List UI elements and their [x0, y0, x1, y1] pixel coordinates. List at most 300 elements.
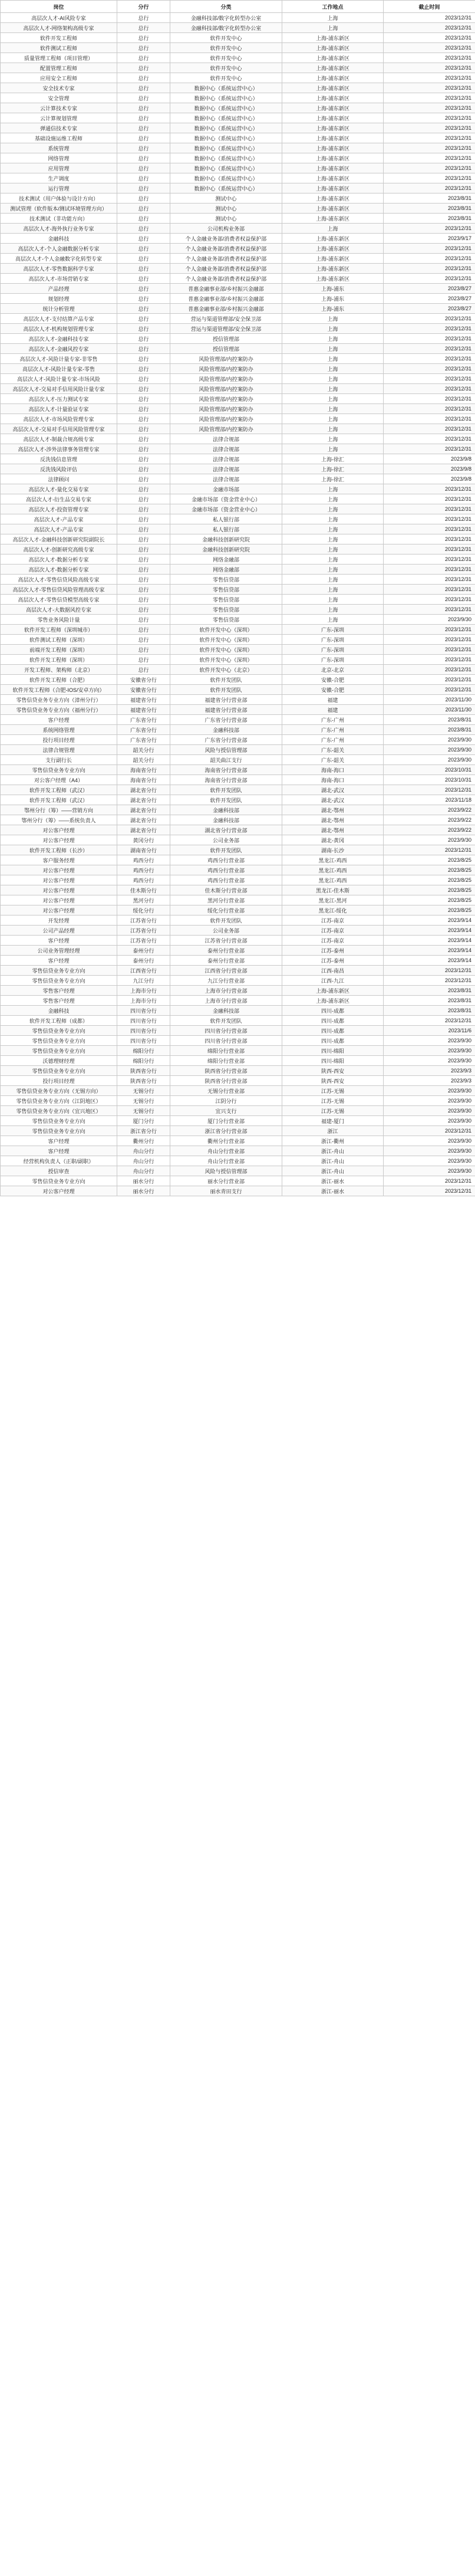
cell-position: 软件开发工程师（武汉）: [1, 785, 117, 795]
table-row: [1, 875, 475, 885]
cell-category: 宜兴支行: [170, 1106, 282, 1116]
cell-branch: 江苏省分行: [117, 936, 170, 946]
cell-location: 上海: [282, 554, 384, 565]
cell-branch: 总行: [117, 113, 170, 123]
cell-branch: 总行: [117, 244, 170, 254]
table-row: [1, 946, 475, 956]
cell-category: 零售信贷部: [170, 575, 282, 585]
cell-position: 零售信贷业务专业方向: [1, 966, 117, 976]
cell-branch: 总行: [117, 224, 170, 234]
cell-position: 高层次人才-数据分析专家: [1, 554, 117, 565]
table-row: [1, 504, 475, 514]
cell-location: 浙江-舟山: [282, 1166, 384, 1176]
table-row: [1, 1066, 475, 1076]
cell-category: 金融科技部: [170, 1006, 282, 1016]
cell-position: 零售信贷业务专业方向: [1, 1126, 117, 1136]
cell-branch: 丽水分行: [117, 1176, 170, 1186]
cell-deadline: 2023/8/25: [384, 885, 475, 895]
cell-branch: 无锡分行: [117, 1106, 170, 1116]
cell-position: 零售业务风险计量: [1, 615, 117, 625]
table-row: [1, 93, 475, 103]
cell-branch: 总行: [117, 354, 170, 364]
cell-location: 上海: [282, 374, 384, 384]
cell-position: 投行项目经理: [1, 735, 117, 745]
table-row: [1, 344, 475, 354]
column-header-position: 岗位: [1, 1, 117, 13]
cell-category: 江阴分行: [170, 1096, 282, 1106]
cell-position: 对公客户经理: [1, 905, 117, 915]
cell-deadline: 2023/12/31: [384, 625, 475, 635]
cell-position: 高层次人才-制裁合规高级专家: [1, 434, 117, 444]
cell-branch: 总行: [117, 364, 170, 374]
cell-location: 上海-浦东: [282, 304, 384, 314]
table-row: [1, 554, 475, 565]
cell-branch: 总行: [117, 434, 170, 444]
table-row: [1, 234, 475, 244]
cell-location: 广东-广州: [282, 735, 384, 745]
cell-category: 软件开发中心: [170, 63, 282, 73]
cell-deadline: 2023/12/31: [384, 364, 475, 374]
cell-location: 江苏-南京: [282, 936, 384, 946]
cell-category: 厦门分行营业部: [170, 1116, 282, 1126]
cell-branch: 总行: [117, 234, 170, 244]
cell-position: 金融科技: [1, 1006, 117, 1016]
cell-category: 风险管理部/内控案防办: [170, 414, 282, 424]
cell-branch: 佳木斯分行: [117, 885, 170, 895]
cell-location: 上海: [282, 404, 384, 414]
cell-category: 软件开发中心（北京）: [170, 665, 282, 675]
cell-branch: 总行: [117, 153, 170, 163]
cell-category: 法律合规部: [170, 434, 282, 444]
table-row: [1, 314, 475, 324]
cell-deadline: 2023/12/31: [384, 785, 475, 795]
cell-deadline: 2023/9/14: [384, 946, 475, 956]
cell-deadline: 2023/8/31: [384, 986, 475, 996]
cell-category: 无锡分行营业部: [170, 1086, 282, 1096]
cell-deadline: 2023/9/8: [384, 474, 475, 484]
table-row: [1, 565, 475, 575]
table-row: [1, 785, 475, 795]
cell-deadline: 2023/8/31: [384, 996, 475, 1006]
cell-position: 高层次人才-投资管理专家: [1, 504, 117, 514]
cell-position: 零售信贷业务专业方向: [1, 1176, 117, 1186]
cell-category: 软件开发中心（深圳）: [170, 625, 282, 635]
cell-location: 上海: [282, 364, 384, 374]
cell-category: 软件开发中心: [170, 53, 282, 63]
table-row: [1, 494, 475, 504]
cell-category: 鸡西分行营业部: [170, 865, 282, 875]
cell-location: 海南-海口: [282, 775, 384, 785]
cell-deadline: 2023/12/31: [384, 1176, 475, 1186]
cell-position: 零售信贷业务专业方向（无锡方向）: [1, 1086, 117, 1096]
cell-location: 四川-绵阳: [282, 1046, 384, 1056]
cell-position: 零售客户经理: [1, 986, 117, 996]
cell-deadline: 2023/12/31: [384, 384, 475, 394]
cell-category: 四川省分行营业部: [170, 1026, 282, 1036]
cell-location: 江西-九江: [282, 976, 384, 986]
cell-position: 对公客户经理（A4）: [1, 775, 117, 785]
cell-category: 软件开发中心（深圳）: [170, 635, 282, 645]
cell-deadline: 2023/9/14: [384, 926, 475, 936]
cell-category: 丽水分行营业部: [170, 1176, 282, 1186]
cell-location: 福建: [282, 695, 384, 705]
cell-category: 风险管理部/内控案防办: [170, 394, 282, 404]
cell-deadline: 2023/9/30: [384, 1116, 475, 1126]
cell-location: 上海: [282, 585, 384, 595]
cell-branch: 总行: [117, 163, 170, 173]
cell-location: 江苏-无锡: [282, 1086, 384, 1096]
cell-category: 福建省分行营业部: [170, 695, 282, 705]
cell-location: 四川-绵阳: [282, 1056, 384, 1066]
table-row: [1, 73, 475, 83]
cell-location: 福建: [282, 705, 384, 715]
cell-branch: 浙江省分行: [117, 1126, 170, 1136]
cell-location: 上海-浦东新区: [282, 53, 384, 63]
cell-location: 湖北-黄冈: [282, 835, 384, 845]
table-row: [1, 374, 475, 384]
cell-branch: 广东省分行: [117, 725, 170, 735]
cell-position: 零售信贷业务专业方向: [1, 1066, 117, 1076]
cell-location: 广东-广州: [282, 715, 384, 725]
cell-category: 绵阳分行营业部: [170, 1046, 282, 1056]
cell-location: 黑龙江-鸡西: [282, 875, 384, 885]
cell-location: 陕西-西安: [282, 1076, 384, 1086]
cell-location: 江苏-南京: [282, 915, 384, 926]
table-row: [1, 204, 475, 214]
cell-deadline: 2023/12/31: [384, 565, 475, 575]
cell-location: 上海-浦东新区: [282, 193, 384, 204]
table-row: [1, 1156, 475, 1166]
cell-branch: 总行: [117, 494, 170, 504]
cell-deadline: 2023/9/3: [384, 1066, 475, 1076]
cell-deadline: 2023/9/14: [384, 936, 475, 946]
cell-location: 江苏-无锡: [282, 1096, 384, 1106]
cell-position: 对公客户经理: [1, 875, 117, 885]
cell-position: 对公客户经理: [1, 825, 117, 835]
table-row: [1, 1086, 475, 1096]
cell-branch: 泰州分行: [117, 946, 170, 956]
cell-position: 基础设施运维工程师: [1, 133, 117, 143]
cell-category: 绥化分行营业部: [170, 905, 282, 915]
cell-deadline: 2023/12/31: [384, 324, 475, 334]
table-row: [1, 334, 475, 344]
job-listings-table: [0, 0, 475, 1196]
cell-category: 金融市场部（资金营业中心）: [170, 504, 282, 514]
cell-deadline: 2023/12/31: [384, 33, 475, 43]
cell-position: 零售信贷业务专业方向: [1, 765, 117, 775]
cell-branch: 四川省分行: [117, 1026, 170, 1036]
table-row: [1, 595, 475, 605]
cell-deadline: 2023/11/30: [384, 695, 475, 705]
table-row: [1, 655, 475, 665]
cell-deadline: 2023/9/30: [384, 1036, 475, 1046]
cell-location: 浙江-舟山: [282, 1146, 384, 1156]
cell-branch: 上海市分行: [117, 986, 170, 996]
table-row: [1, 865, 475, 875]
cell-deadline: 2023/12/31: [384, 53, 475, 63]
cell-category: 风险管理部/内控案防办: [170, 354, 282, 364]
cell-category: 营运与渠道管理部/安全保卫部: [170, 324, 282, 334]
cell-deadline: 2023/12/31: [384, 665, 475, 675]
table-row: [1, 394, 475, 404]
table-row: [1, 1036, 475, 1046]
cell-deadline: 2023/12/31: [384, 13, 475, 23]
cell-category: 金融科技部/数字化转型办公室: [170, 13, 282, 23]
cell-location: 黑龙江-黑河: [282, 895, 384, 905]
cell-deadline: 2023/8/31: [384, 725, 475, 735]
cell-branch: 韶关分行: [117, 755, 170, 765]
cell-category: 个人金融业务部/消费者权益保护部: [170, 254, 282, 264]
cell-deadline: 2023/12/31: [384, 534, 475, 544]
cell-branch: 韶关分行: [117, 745, 170, 755]
cell-location: 上海-浦东新区: [282, 73, 384, 83]
cell-location: 上海-浦东新区: [282, 153, 384, 163]
cell-category: 四川省分行营业部: [170, 1036, 282, 1046]
cell-position: 质量管理工程师（项目管理）: [1, 53, 117, 63]
cell-deadline: 2023/12/31: [384, 344, 475, 354]
table-row: [1, 855, 475, 865]
table-row: [1, 976, 475, 986]
cell-position: 测试管理（软件版本/测试环境管理方向）: [1, 204, 117, 214]
cell-deadline: 2023/12/31: [384, 645, 475, 655]
cell-branch: 总行: [117, 103, 170, 113]
cell-position: 高层次人才-市场风险管理专家: [1, 414, 117, 424]
cell-location: 湖北-鄂州: [282, 825, 384, 835]
cell-position: 零售信贷业务专业方向（宜兴地区）: [1, 1106, 117, 1116]
cell-deadline: 2023/8/27: [384, 284, 475, 294]
cell-category: 软件开发中心: [170, 73, 282, 83]
cell-location: 广东-广州: [282, 725, 384, 735]
cell-location: 黑龙江-佳木斯: [282, 885, 384, 895]
cell-category: 泰州分行营业部: [170, 956, 282, 966]
cell-deadline: 2023/12/31: [384, 434, 475, 444]
cell-branch: 总行: [117, 173, 170, 183]
cell-branch: 总行: [117, 394, 170, 404]
cell-position: 系统管理: [1, 143, 117, 153]
cell-deadline: 2023/9/30: [384, 1106, 475, 1116]
cell-deadline: 2023/12/31: [384, 63, 475, 73]
cell-branch: 总行: [117, 344, 170, 354]
cell-location: 陕西-西安: [282, 1066, 384, 1076]
table-row: [1, 1056, 475, 1066]
cell-category: 佳木斯分行营业部: [170, 885, 282, 895]
cell-location: 广东-韶关: [282, 745, 384, 755]
cell-position: 高层次人才-金融风控专家: [1, 344, 117, 354]
table-row: [1, 324, 475, 334]
cell-position: 客户经理: [1, 1136, 117, 1146]
cell-location: 上海: [282, 334, 384, 344]
cell-location: 福建-厦门: [282, 1116, 384, 1126]
cell-branch: 无锡分行: [117, 1086, 170, 1096]
cell-category: 数据中心（系统运营中心）: [170, 113, 282, 123]
cell-branch: 湖北省分行: [117, 795, 170, 805]
cell-branch: 总行: [117, 314, 170, 324]
cell-location: 上海-浦东新区: [282, 93, 384, 103]
cell-category: 广东省分行营业部: [170, 735, 282, 745]
cell-deadline: 2023/8/31: [384, 1006, 475, 1016]
cell-deadline: 2023/12/31: [384, 103, 475, 113]
cell-branch: 舟山分行: [117, 1146, 170, 1156]
cell-category: 海南省分行营业部: [170, 765, 282, 775]
cell-deadline: 2023/12/31: [384, 524, 475, 534]
cell-branch: 总行: [117, 374, 170, 384]
cell-branch: 总行: [117, 565, 170, 575]
cell-category: 舟山分行营业部: [170, 1146, 282, 1156]
cell-location: 上海: [282, 494, 384, 504]
cell-position: 高层次人才-支付结算产品专家: [1, 314, 117, 324]
cell-position: 高层次人才-交易对手信用风险计量专家: [1, 384, 117, 394]
cell-position: 反洗钱信息管理: [1, 454, 117, 464]
cell-position: 金融科技: [1, 234, 117, 244]
cell-location: 上海-浦东新区: [282, 133, 384, 143]
cell-position: 高层次人才-压力测试专家: [1, 394, 117, 404]
cell-position: 软件开发工程师: [1, 33, 117, 43]
cell-position: 配置管理工程师: [1, 63, 117, 73]
cell-deadline: 2023/12/31: [384, 163, 475, 173]
table-row: [1, 765, 475, 775]
cell-deadline: 2023/12/31: [384, 334, 475, 344]
cell-branch: 丽水分行: [117, 1186, 170, 1196]
cell-position: 前端开发工程师（深圳）: [1, 645, 117, 655]
cell-branch: 总行: [117, 534, 170, 544]
table-row: [1, 825, 475, 835]
cell-position: 高层次人才-风险计量专家-市场风险: [1, 374, 117, 384]
cell-category: 软件开发团队: [170, 915, 282, 926]
cell-category: 数据中心（系统运营中心）: [170, 93, 282, 103]
table-row: [1, 133, 475, 143]
cell-location: 上海: [282, 484, 384, 494]
cell-category: 江西省分行营业部: [170, 966, 282, 976]
cell-position: 高层次人才-AI风险专家: [1, 13, 117, 23]
cell-position: 客户服务经理: [1, 855, 117, 865]
cell-branch: 黄冈分行: [117, 835, 170, 845]
cell-category: 私人银行部: [170, 514, 282, 524]
cell-location: 上海-浦东新区: [282, 986, 384, 996]
cell-deadline: 2023/12/31: [384, 444, 475, 454]
table-row: [1, 1106, 475, 1116]
cell-category: 金融市场部（资金营业中心）: [170, 494, 282, 504]
cell-category: 广东省分行营业部: [170, 715, 282, 725]
cell-deadline: 2023/12/31: [384, 133, 475, 143]
cell-deadline: 2023/8/25: [384, 865, 475, 875]
cell-deadline: 2023/12/31: [384, 113, 475, 123]
cell-location: 上海-浦东新区: [282, 204, 384, 214]
table-row: [1, 745, 475, 755]
cell-deadline: 2023/8/31: [384, 214, 475, 224]
cell-branch: 总行: [117, 73, 170, 83]
cell-branch: 衢州分行: [117, 1136, 170, 1146]
cell-deadline: 2023/9/30: [384, 735, 475, 745]
cell-position: 高层次人才-海外执行业务专家: [1, 224, 117, 234]
table-row: [1, 805, 475, 815]
cell-category: 软件开发团队: [170, 845, 282, 855]
cell-category: 江苏省分行营业部: [170, 936, 282, 946]
cell-position: 技术测试（非功能方向）: [1, 214, 117, 224]
cell-location: 安徽-合肥: [282, 685, 384, 695]
cell-branch: 厦门分行: [117, 1116, 170, 1126]
cell-deadline: 2023/12/31: [384, 635, 475, 645]
cell-branch: 总行: [117, 53, 170, 63]
column-header-deadline: 截止时间: [384, 1, 475, 13]
cell-category: 法律合规部: [170, 454, 282, 464]
cell-branch: 总行: [117, 554, 170, 565]
cell-position: 统计分析管理: [1, 304, 117, 314]
cell-location: 四川-成都: [282, 1006, 384, 1016]
cell-category: 风险与授信管理部: [170, 1166, 282, 1176]
table-row: [1, 274, 475, 284]
cell-location: 湖南-长沙: [282, 845, 384, 855]
cell-location: 上海: [282, 324, 384, 334]
table-row: [1, 605, 475, 615]
cell-deadline: 2023/9/30: [384, 1096, 475, 1106]
cell-branch: 总行: [117, 665, 170, 675]
cell-branch: 总行: [117, 143, 170, 153]
cell-deadline: 2023/12/31: [384, 484, 475, 494]
table-row: [1, 725, 475, 735]
cell-position: 安全管理: [1, 93, 117, 103]
cell-position: 高层次人才-涉外法律事务管理专家: [1, 444, 117, 454]
table-row: [1, 304, 475, 314]
table-row: [1, 484, 475, 494]
cell-category: 风险管理部/内控案防办: [170, 364, 282, 374]
cell-category: 软件开发中心: [170, 33, 282, 43]
cell-deadline: 2023/12/31: [384, 143, 475, 153]
cell-deadline: 2023/12/31: [384, 1016, 475, 1026]
cell-branch: 江苏省分行: [117, 926, 170, 936]
cell-position: 弹通信技术专家: [1, 123, 117, 133]
table-row: [1, 534, 475, 544]
cell-deadline: 2023/12/31: [384, 575, 475, 585]
cell-location: 上海: [282, 605, 384, 615]
table-row: [1, 63, 475, 73]
cell-deadline: 2023/12/31: [384, 675, 475, 685]
cell-location: 上海: [282, 595, 384, 605]
cell-position: 高层次人才-风险计量专家-非零售: [1, 354, 117, 364]
cell-position: 软件开发工程师（深圳）: [1, 655, 117, 665]
table-row: [1, 113, 475, 123]
header-row: [1, 1, 475, 13]
cell-branch: 总行: [117, 645, 170, 655]
cell-position: 客户经理: [1, 1146, 117, 1156]
cell-branch: 无锡分行: [117, 1096, 170, 1106]
cell-location: 上海: [282, 314, 384, 324]
cell-position: 云计算规划管理: [1, 113, 117, 123]
cell-location: 上海-浦东新区: [282, 163, 384, 173]
cell-position: 系统网络管理: [1, 725, 117, 735]
cell-category: 法律合规部: [170, 474, 282, 484]
cell-location: 上海-浦东新区: [282, 254, 384, 264]
table-row: [1, 936, 475, 946]
cell-location: 上海-浦东新区: [282, 214, 384, 224]
cell-branch: 湖北省分行: [117, 825, 170, 835]
table-row: [1, 895, 475, 905]
cell-category: 网络金融部: [170, 554, 282, 565]
cell-deadline: 2023/12/31: [384, 685, 475, 695]
cell-location: 江苏-泰州: [282, 946, 384, 956]
cell-category: 数据中心（系统运营中心）: [170, 103, 282, 113]
table-row: [1, 905, 475, 915]
cell-deadline: 2023/11/18: [384, 795, 475, 805]
cell-location: 海南-海口: [282, 765, 384, 775]
cell-location: 浙江-衢州: [282, 1136, 384, 1146]
cell-deadline: 2023/9/22: [384, 825, 475, 835]
cell-deadline: 2023/12/31: [384, 274, 475, 284]
cell-location: 上海: [282, 13, 384, 23]
cell-position: 零售信贷业务专业方向（福州分行）: [1, 705, 117, 715]
cell-position: 高层次人才-风险计量专家-零售: [1, 364, 117, 374]
cell-category: 金融科技部/数字化转型办公室: [170, 23, 282, 33]
cell-deadline: 2023/8/31: [384, 715, 475, 725]
